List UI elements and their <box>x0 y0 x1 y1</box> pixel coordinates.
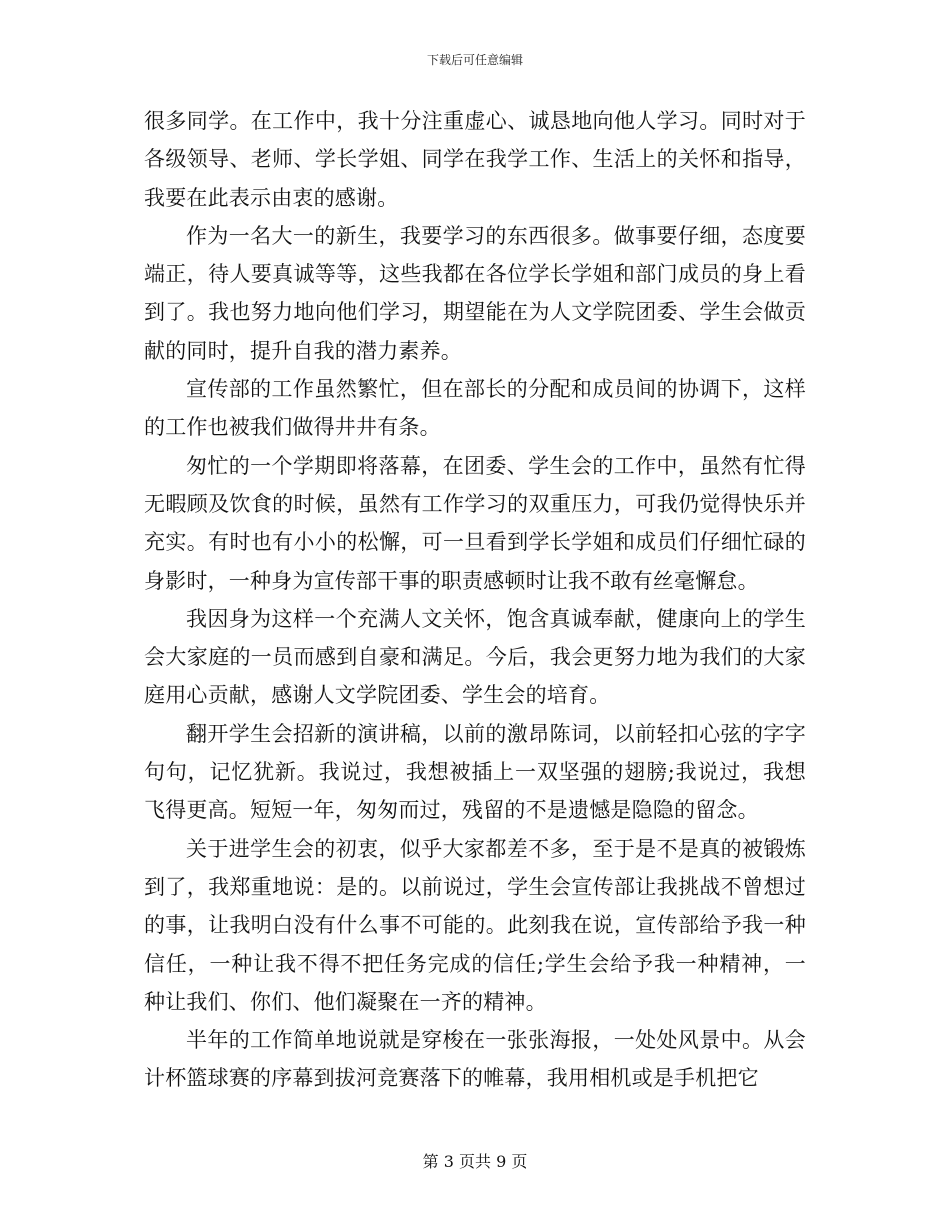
document-body <box>144 102 806 1098</box>
page-header: 下载后可任意编辑 <box>426 53 523 67</box>
paragraph-5: 我因身为这样一个充满人文关怀，饱含真诚奉献，健康向上的学生会大家庭的一员而感到自豪和满足。今后，我会更努力地为我们的大家庭用心贡献，感谢人文学院团委、学生会的培育。 <box>144 606 806 708</box>
page-footer: 第 3 页共 9 页 <box>422 1152 528 1171</box>
paragraph-8: 半年的工作简单地说就是穿梭在一张张海报，一处处风景中。从会计杯篮球赛的序幕到拔河竞赛落下的帷幕，我用相机或是手机把它 <box>144 1028 806 1091</box>
paragraph-4: 匆忙的一个学期即将落幕，在团委、学生会的工作中，虽然有忙得无暇顾及饮食的时候，虽然有工作学习的双重压力，可我仍觉得快乐并充实。有时也有小小的松懈，可一旦看到学长学姐和成员们仔细忙碌的身影时，一种身为宣传部干事的职责感顿时让我不敢有丝毫懈怠。 <box>144 453 806 593</box>
paragraph-7: 关于进学生会的初衷，似乎大家都差不多，至于是不是真的被锻炼到了，我郑重地说：是的。以前说过，学生会宣传部让我挑战不曾想过的事，让我明白没有什么事不可能的。此刻我在说，宣传部给予我一种信任，一种让我不得不把任务完成的信任;学生会给予我一种精神，一种让我们、你们、他们凝聚在一齐的精神。 <box>144 836 806 1014</box>
paragraph-3: 宣传部的工作虽然繁忙，但在部长的分配和成员间的协调下，这样的工作也被我们做得井井有条。 <box>144 377 806 440</box>
paragraph-2: 作为一名大一的新生，我要学习的东西很多。做事要仔细，态度要端正，待人要真诚等等，这些我都在各位学长学姐和部门成员的身上看到了。我也努力地向他们学习，期望能在为人文学院团委、学生会做贡献的同时，提升自我的潜力素养。 <box>144 223 806 363</box>
paragraph-6: 翻开学生会招新的演讲稿，以前的激昂陈词，以前轻扣心弦的字字句句，记忆犹新。我说过，我想被插上一双坚强的翅膀;我说过，我想飞得更高。短短一年，匆匆而过，残留的不是遗憾是隐隐的留念。 <box>144 721 806 823</box>
paragraph-1: 很多同学。在工作中，我十分注重虚心、诚恳地向他人学习。同时对于各级领导、老师、学长学姐、同学在我学工作、生活上的关怀和指导，我要在此表示由衷的感谢。 <box>144 109 806 210</box>
